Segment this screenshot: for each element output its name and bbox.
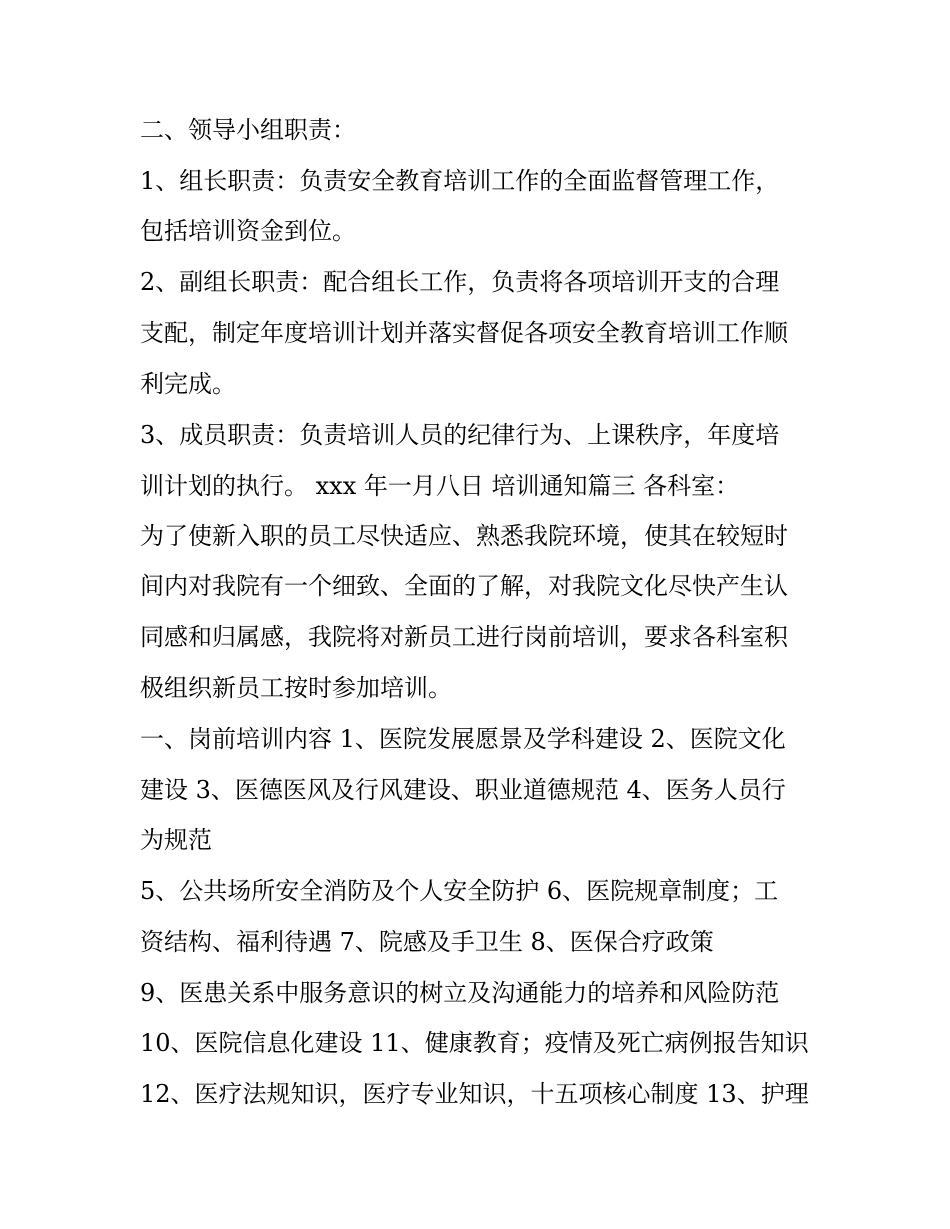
text-line: 1、组长职责：负责安全教育培训工作的全面监督管理工作， <box>140 167 780 195</box>
text-line: 9、医患关系中服务意识的树立及沟通能力的培养和风险防范 <box>140 979 780 1007</box>
text-line: 利完成。 <box>140 370 236 398</box>
text-line: 极组织新员工按时参加培训。 <box>140 674 452 702</box>
text-line: 间内对我院有一个细致、全面的了解，对我院文化尽快产生认 <box>140 572 788 600</box>
text-line: 同感和归属感，我院将对新员工进行岗前培训，要求各科室积 <box>140 623 788 651</box>
text-line: 2、副组长职责：配合组长工作，负责将各项培训开支的合理 <box>140 268 780 296</box>
text-line: 10、医院信息化建设 11、健康教育；疫情及死亡病例报告知识 <box>140 1029 809 1057</box>
text-line: 训计划的执行。 xxx 年一月八日 培训通知篇三 各科室： <box>140 472 740 500</box>
text-line: 支配，制定年度培训计划并落实督促各项安全教育培训工作顺 <box>140 319 788 347</box>
text-line: 包括培训资金到位。 <box>140 217 356 245</box>
text-line: 12、医疗法规知识，医疗专业知识，十五项核心制度 13、护理 <box>140 1080 809 1108</box>
text-line: 为规范 <box>140 826 212 854</box>
text-line: 二、领导小组职责： <box>140 116 356 144</box>
text-line: 资结构、福利待遇 7、院感及手卫生 8、医保合疗政策 <box>140 928 714 956</box>
text-line: 3、成员职责：负责培训人员的纪律行为、上课秩序，年度培 <box>140 421 780 449</box>
text-line: 为了使新入职的员工尽快适应、熟悉我院环境，使其在较短时 <box>140 522 788 550</box>
text-line: 一、岗前培训内容 1、医院发展愿景及学科建设 2、医院文化 <box>140 725 786 753</box>
text-line: 建设 3、医德医风及行风建设、职业道德规范 4、医务人员行 <box>140 776 786 804</box>
text-line: 5、公共场所安全消防及个人安全防护 6、医院规章制度；工 <box>140 877 779 905</box>
